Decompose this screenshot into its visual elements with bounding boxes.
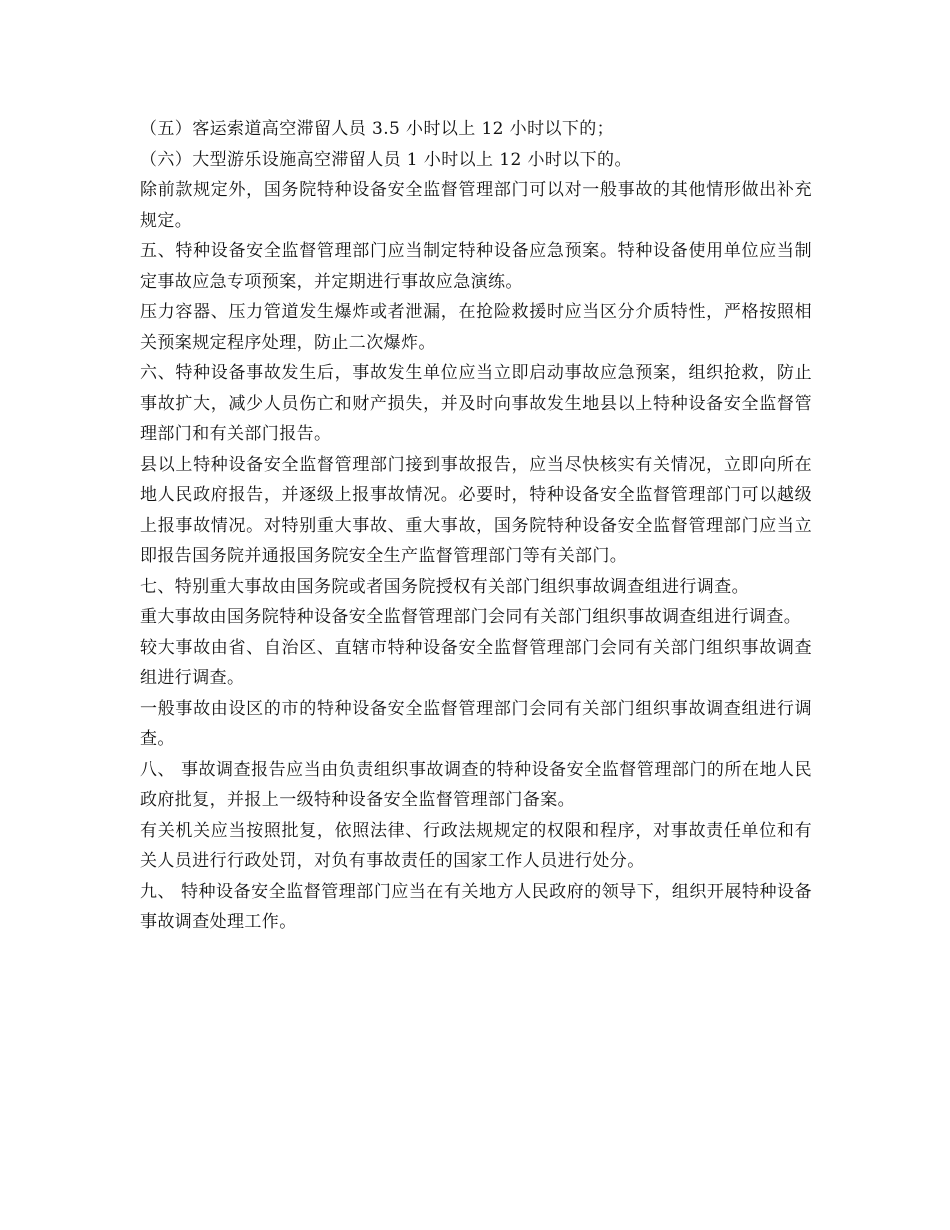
- paragraph-section-seven: 七、特别重大事故由国务院或者国务院授权有关部门组织事故调查组进行调查。: [140, 576, 749, 597]
- document-page: [140, 114, 812, 938]
- paragraph-section-six: 六、特种设备事故发生后，事故发生单位应当立即启动事故应急预案，组织抢救，防止事故扩大，减少人员伤亡和财产损失，并及时向事故发生地县以上特种设备安全监督管理部门和有关部门报告。: [140, 363, 812, 444]
- paragraph-section-nine: 九、 特种设备安全监督管理部门应当在有关地方人民政府的领导下，组织开展特种设备事故调查处理工作。: [140, 881, 812, 932]
- paragraph-section-five: 五、特种设备安全监督管理部门应当制定特种设备应急预案。特种设备使用单位应当制定事故应急专项预案，并定期进行事故应急演练。: [140, 241, 812, 292]
- paragraph-pressure-vessels: 压力容器、压力管道发生爆炸或者泄漏，在抢险救援时应当区分介质特性，严格按照相关预案规定程序处理，防止二次爆炸。: [140, 302, 812, 353]
- paragraph-county-reporting: 县以上特种设备安全监督管理部门接到事故报告，应当尽快核实有关情况，立即向所在地人民政府报告，并逐级上报事故情况。必要时，特种设备安全监督管理部门可以越级上报事故情况。对特别重大事故、重大事故，国务院特种设备安全监督管理部门应当立即报告国务院并通报国务院安全生产监督管理部门等有关部门。: [140, 454, 812, 566]
- paragraph-general-accident: 一般事故由设区的市的特种设备安全监督管理部门会同有关部门组织事故调查组进行调查。: [140, 698, 812, 749]
- paragraph-amusement-facility: （六）大型游乐设施高空滞留人员 1 小时以上 12 小时以下的。: [140, 149, 632, 170]
- paragraph-section-eight: 八、 事故调查报告应当由负责组织事故调查的特种设备安全监督管理部门的所在地人民政府批复，并报上一级特种设备安全监督管理部门备案。: [140, 759, 812, 810]
- paragraph-penalties: 有关机关应当按照批复，依照法律、行政法规规定的权限和程序，对事故责任单位和有关人员进行行政处罚，对负有事故责任的国家工作人员进行处分。: [140, 820, 812, 871]
- paragraph-major-accident: 重大事故由国务院特种设备安全监督管理部门会同有关部门组织事故调查组进行调查。: [140, 607, 802, 627]
- paragraph-passenger-ropeway: （五）客运索道高空滞留人员 3.5 小时以上 12 小时以下的；: [140, 119, 615, 139]
- paragraph-larger-accident: 较大事故由省、自治区、直辖市特种设备安全监督管理部门会同有关部门组织事故调查组进行调查。: [140, 637, 812, 688]
- paragraph-supplementary-rules: 除前款规定外，国务院特种设备安全监督管理部门可以对一般事故的其他情形做出补充规定。: [140, 180, 812, 231]
